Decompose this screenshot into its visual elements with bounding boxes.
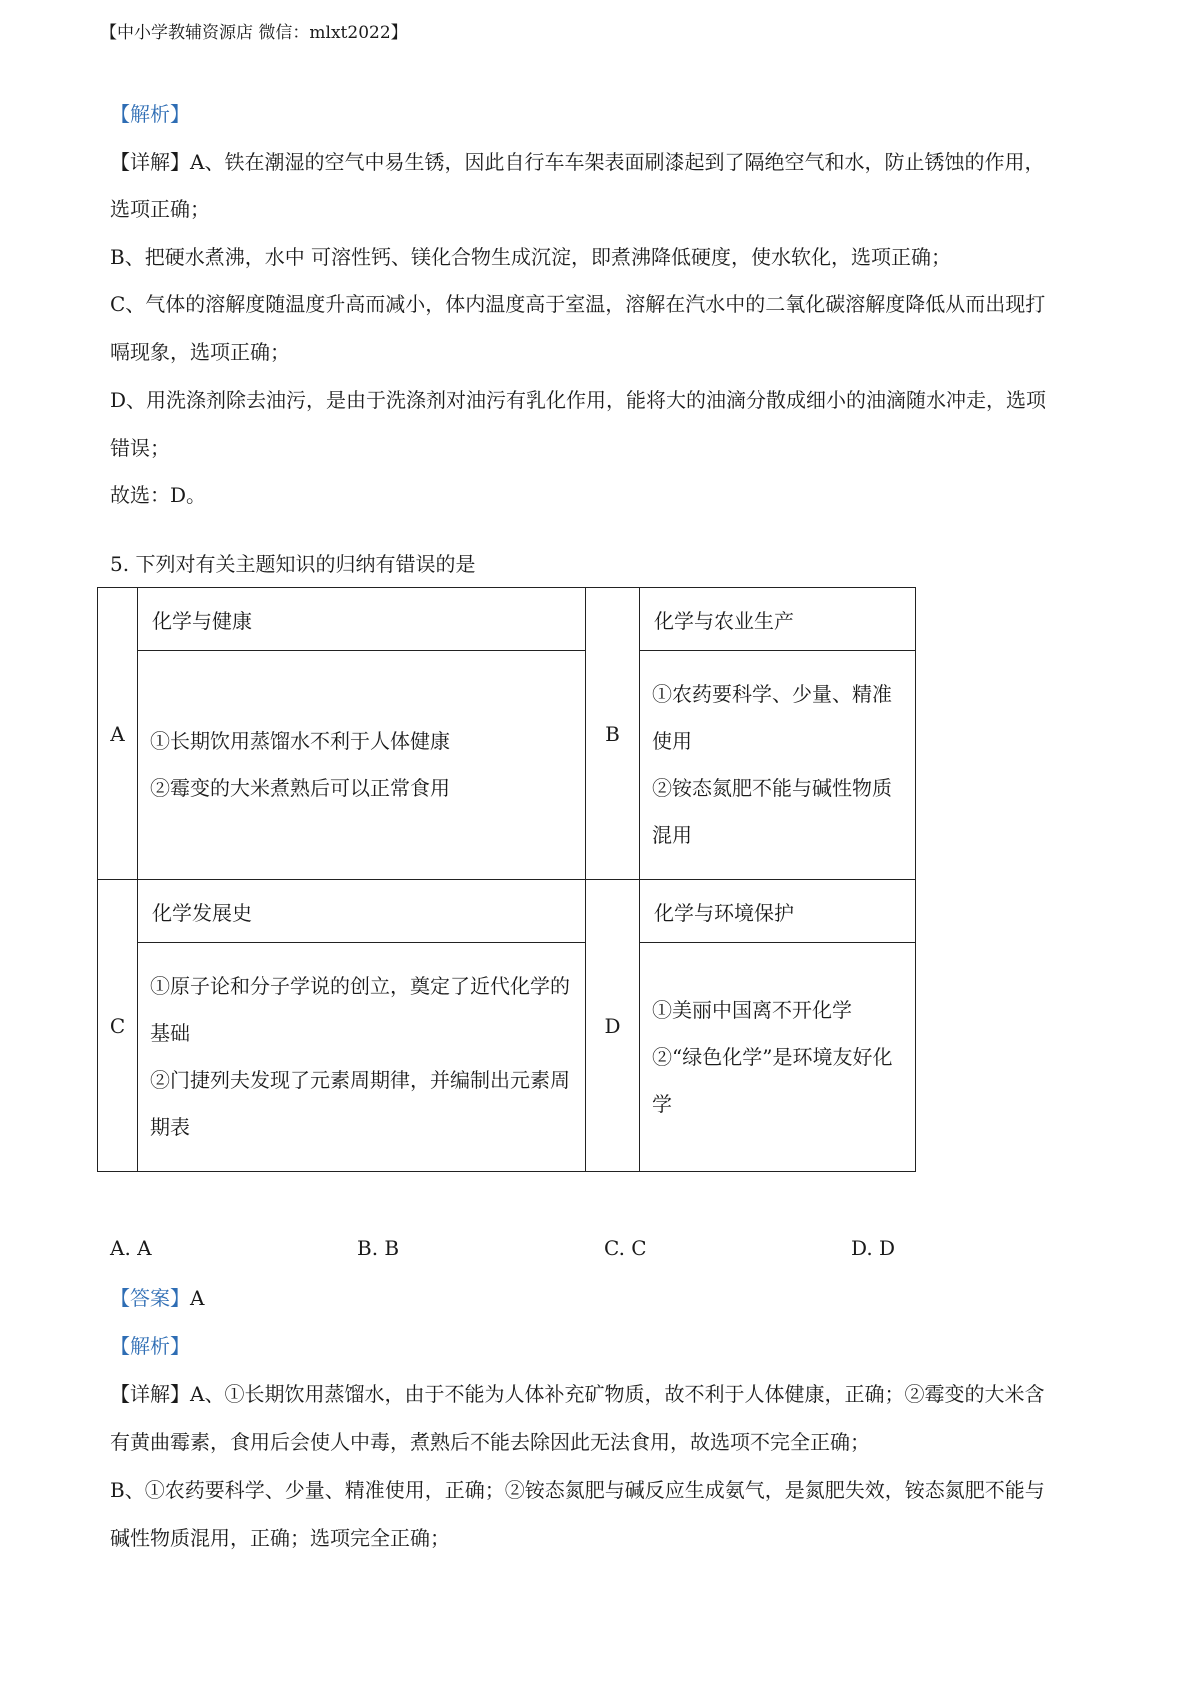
cell-letter-a: A [98, 588, 138, 880]
list-item: ②霉变的大米煮熟后可以正常食用 [150, 776, 450, 800]
cell-title-b: 化学与农业生产 [640, 588, 916, 651]
detail-tag: 【详解】 [110, 150, 190, 174]
question-table [97, 587, 916, 1172]
prev-detail-line-5: 嗝现象，选项正确； [110, 340, 290, 364]
detail-tag: 【详解】 [110, 1382, 190, 1406]
cell-title-c: 化学发展史 [138, 880, 586, 943]
cell-title-d: 化学与环境保护 [640, 880, 916, 943]
answer-detail-line-2: 有黄曲霉素，食用后会使人中毒，煮熟后不能去除因此无法食用，故选项不完全正确； [110, 1430, 870, 1454]
list-item: ①美丽中国离不开化学 [652, 997, 852, 1022]
table-row [98, 943, 916, 1172]
list-item: ①长期饮用蒸馏水不利于人体健康 [150, 729, 450, 753]
list-item: ②门捷列夫发现了元素周期律，并编制出元素周期表 [150, 1068, 570, 1139]
answer-analysis-heading [110, 1332, 1110, 1360]
cell-letter-b: B [586, 588, 640, 880]
list-item: ②“绿色化学”是环境友好化学 [652, 1044, 893, 1116]
list-item: ①农药要科学、少量、精准使用 [652, 682, 892, 753]
prev-detail-line-6: D、用洗涤剂除去油污，是由于洗涤剂对油污有乳化作用，能将大的油滴分散成细小的油滴随水冲走，选项 [110, 388, 1047, 412]
cell-letter-c: C [98, 880, 138, 1172]
list-item: ①原子论和分子学说的创立，奠定了近代化学的基础 [150, 974, 570, 1045]
cell-body-c [138, 943, 586, 1172]
prev-detail-line-2: 选项正确； [110, 197, 210, 221]
option-d: D. D [851, 1236, 896, 1260]
cell-letter-d: D [586, 880, 640, 1172]
prev-detail-line-3: B、把硬水煮沸，水中 可溶性钙、镁化合物生成沉淀，即煮沸降低硬度，使水软化，选项正确； [110, 245, 952, 269]
list-item: ②铵态氮肥不能与碱性物质混用 [652, 776, 892, 847]
answer-line [110, 1284, 1110, 1312]
table-row [98, 880, 916, 943]
prev-detail-line-1 [110, 148, 1110, 176]
prev-analysis-heading [110, 100, 1110, 128]
cell-body-d [640, 943, 916, 1172]
prev-detail-line-8: 故选：D。 [110, 483, 207, 507]
option-a: A. A [110, 1236, 152, 1260]
answer-value: A [190, 1286, 205, 1310]
question-stem: 5. 下列对有关主题知识的归纳有错误的是 [110, 552, 476, 576]
table-row [98, 588, 916, 651]
answer-tag: 【答案】 [110, 1286, 190, 1310]
option-b: B. B [357, 1236, 400, 1260]
prev-detail-line-7: 错误； [110, 436, 170, 460]
prev-detail-line-4: C、气体的溶解度随温度升高而减小，体内温度高于室温，溶解在汽水中的二氧化碳溶解度降低从而出现打 [110, 292, 1046, 316]
watermark-header: 【中小学教辅资源店 微信：mlxt2022】 [100, 23, 408, 43]
answer-detail-line-4: 碱性物质混用，正确；选项完全正确； [110, 1526, 450, 1550]
cell-body-b [640, 651, 916, 880]
answer-detail-line-3: B、①农药要科学、少量、精准使用，正确；②铵态氮肥与碱反应生成氨气，是氮肥失效，铵态氮肥不能与 [110, 1478, 1045, 1502]
cell-title-a: 化学与健康 [138, 588, 586, 651]
answer-detail-line-1 [110, 1380, 1110, 1408]
option-c: C. C [604, 1236, 647, 1260]
detail-text: A、①长期饮用蒸馏水，由于不能为人体补充矿物质，故不利于人体健康，正确；②霉变的大米含 [190, 1382, 1045, 1406]
analysis-tag: 【解析】 [110, 102, 190, 126]
detail-text: A、铁在潮湿的空气中易生锈，因此自行车车架表面刷漆起到了隔绝空气和水，防止锈蚀的作用， [190, 150, 1045, 174]
cell-body-a [138, 651, 586, 880]
analysis-tag: 【解析】 [110, 1334, 190, 1358]
table-row [98, 651, 916, 880]
